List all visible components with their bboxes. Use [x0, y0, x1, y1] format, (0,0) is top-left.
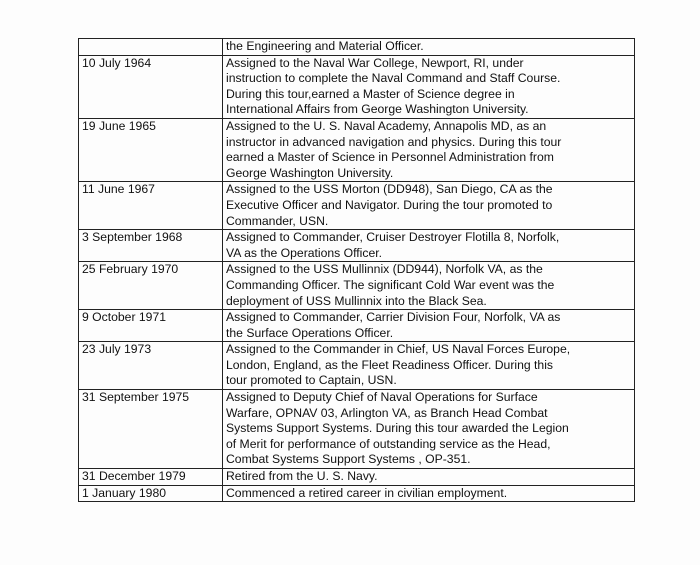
date-cell: 19 June 1965 — [79, 118, 223, 181]
table-row — [79, 390, 635, 469]
date-cell: 31 September 1975 — [79, 390, 223, 469]
date-cell: 1 January 1980 — [79, 485, 223, 502]
table-row — [79, 310, 635, 342]
description-cell: Assigned to Deputy Chief of Naval Operations for Surface Warfare, OPNAV 03, Arlington VA, as Branch Head Combat Systems Support Systems. During this tour awarded the Legion of Merit for performance of outstanding service as the Head, Combat Systems Support Systems , OP-351. — [223, 390, 635, 469]
table-row — [79, 469, 635, 486]
description-cell: Assigned to the Commander in Chief, US Naval Forces Europe, London, England, as the Fleet Readiness Officer. During this tour promoted to Captain, USN. — [223, 342, 635, 390]
date-cell: 25 February 1970 — [79, 262, 223, 310]
date-cell: 10 July 1964 — [79, 55, 223, 118]
table-row — [79, 118, 635, 181]
table-row — [79, 262, 635, 310]
date-cell: 9 October 1971 — [79, 310, 223, 342]
description-cell: Assigned to Commander, Carrier Division Four, Norfolk, VA as the Surface Operations Officer. — [223, 310, 635, 342]
table-row — [79, 342, 635, 390]
date-cell: 31 December 1979 — [79, 469, 223, 486]
career-timeline-table — [78, 38, 635, 502]
date-cell: 3 September 1968 — [79, 230, 223, 262]
date-cell: 23 July 1973 — [79, 342, 223, 390]
description-cell: Commenced a retired career in civilian employment. — [223, 485, 635, 502]
description-cell: Retired from the U. S. Navy. — [223, 469, 635, 486]
table-row — [79, 55, 635, 118]
table-row — [79, 230, 635, 262]
description-cell: Assigned to the USS Mullinnix (DD944), Norfolk VA, as the Commanding Officer. The significant Cold War event was the deployment of USS Mullinnix into the Black Sea. — [223, 262, 635, 310]
description-cell: Assigned to the U. S. Naval Academy, Annapolis MD, as an instructor in advanced navigation and physics. During this tour earned a Master of Science in Personnel Administration from George Washington University. — [223, 118, 635, 181]
table-row — [79, 39, 635, 56]
description-cell: the Engineering and Material Officer. — [223, 39, 635, 56]
date-cell — [79, 39, 223, 56]
description-cell: Assigned to the Naval War College, Newport, RI, under instruction to complete the Naval Command and Staff Course. During this tour,earned a Master of Science degree in International Affairs from George Washington University. — [223, 55, 635, 118]
table-row — [79, 182, 635, 230]
table-row — [79, 485, 635, 502]
description-cell: Assigned to Commander, Cruiser Destroyer Flotilla 8, Norfolk, VA as the Operations Officer. — [223, 230, 635, 262]
date-cell: 11 June 1967 — [79, 182, 223, 230]
description-cell: Assigned to the USS Morton (DD948), San Diego, CA as the Executive Officer and Navigator. During the tour promoted to Commander, USN. — [223, 182, 635, 230]
